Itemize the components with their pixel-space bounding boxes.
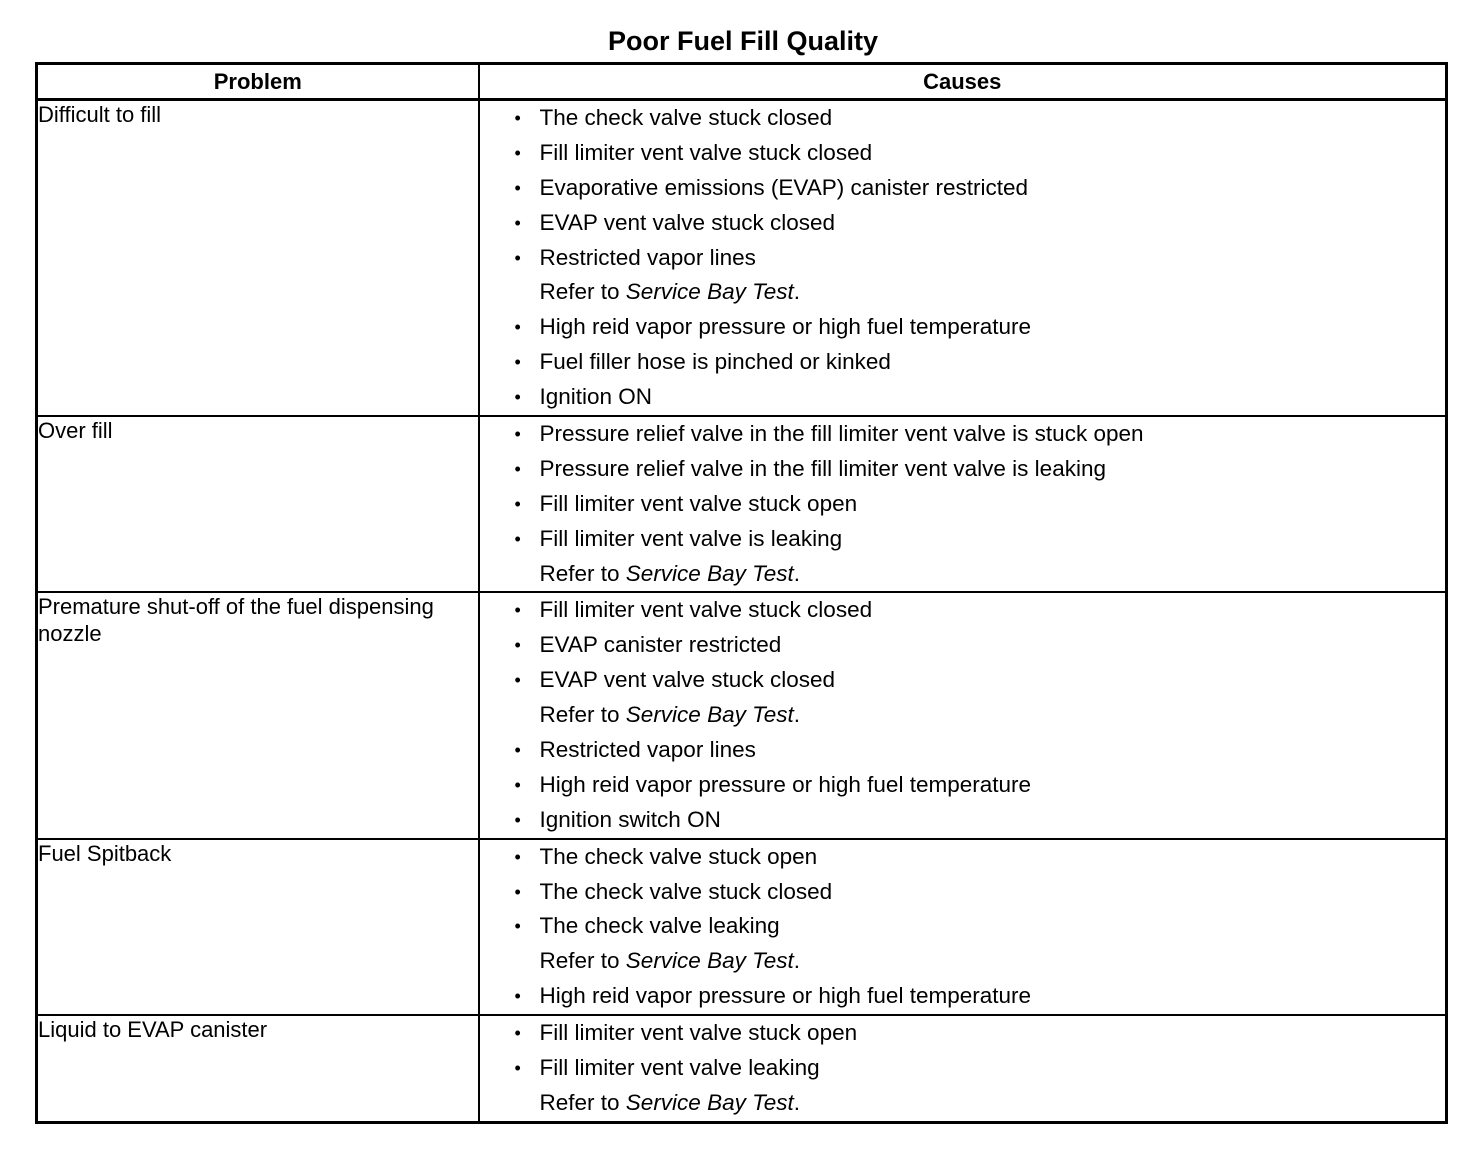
bullet-icon: • xyxy=(514,212,521,233)
problem-cell: Over fill xyxy=(37,416,479,592)
reference-prefix: Refer to xyxy=(539,560,626,586)
cause-text: Restricted vapor lines xyxy=(539,244,756,270)
cause-item xyxy=(480,417,1446,452)
causes-cell xyxy=(479,1015,1447,1122)
cause-item xyxy=(480,345,1446,380)
causes-column-header: Causes xyxy=(479,64,1447,100)
bullet-icon: • xyxy=(514,424,521,445)
reference-suffix: . xyxy=(793,279,801,305)
cause-item xyxy=(480,241,1446,276)
causes-cell xyxy=(479,839,1447,1015)
cause-item xyxy=(480,768,1446,803)
reference-prefix: Refer to xyxy=(539,1089,626,1115)
bullet-icon: • xyxy=(514,387,521,408)
bullet-icon: • xyxy=(514,635,521,656)
bullet-icon: • xyxy=(514,1023,521,1044)
cause-text: The check valve stuck closed xyxy=(539,878,833,904)
reference-note xyxy=(480,944,1446,979)
problem-cell: Liquid to EVAP canister xyxy=(37,1015,479,1122)
cause-text: High reid vapor pressure or high fuel temperature xyxy=(539,771,1032,797)
reference-prefix: Refer to xyxy=(539,279,626,305)
bullet-icon: • xyxy=(514,352,521,373)
problem-cell: Premature shut-off of the fuel dispensing nozzle xyxy=(37,592,479,838)
bullet-icon: • xyxy=(514,177,521,198)
cause-text: Fill limiter vent valve leaking xyxy=(539,1055,820,1081)
bullet-icon: • xyxy=(514,600,521,621)
cause-text: The check valve leaking xyxy=(539,913,780,939)
service-bay-test-reference: Service Bay Test xyxy=(625,560,794,586)
cause-item xyxy=(480,380,1446,415)
bullet-icon: • xyxy=(514,881,521,902)
causes-cell xyxy=(479,592,1447,838)
cause-item xyxy=(480,875,1446,910)
cause-item xyxy=(480,1016,1446,1051)
reference-prefix: Refer to xyxy=(539,702,626,728)
table-row xyxy=(37,839,1447,1015)
cause-text: Fill limiter vent valve stuck closed xyxy=(539,597,873,623)
table-row xyxy=(37,100,1447,417)
cause-text: Fill limiter vent valve stuck open xyxy=(539,1020,858,1046)
page-title: Poor Fuel Fill Quality xyxy=(607,26,879,56)
table-row xyxy=(37,592,1447,838)
bullet-icon: • xyxy=(514,493,521,514)
bullet-icon: • xyxy=(514,846,521,867)
causes-cell xyxy=(479,100,1447,417)
bullet-icon: • xyxy=(514,108,521,128)
cause-item xyxy=(480,979,1446,1014)
bullet-icon: • xyxy=(514,247,521,268)
service-bay-test-reference: Service Bay Test xyxy=(625,948,794,974)
reference-note xyxy=(480,275,1446,310)
cause-item xyxy=(480,733,1446,768)
cause-item xyxy=(480,171,1446,206)
cause-item xyxy=(480,909,1446,944)
cause-item xyxy=(480,593,1446,628)
bullet-icon: • xyxy=(514,740,521,761)
cause-text: Evaporative emissions (EVAP) canister restricted xyxy=(539,174,1029,200)
cause-item xyxy=(480,663,1446,698)
reference-suffix: . xyxy=(793,1089,801,1115)
reference-note xyxy=(480,1086,1446,1121)
cause-item xyxy=(480,487,1446,522)
cause-text: Ignition switch ON xyxy=(539,806,721,832)
reference-note xyxy=(480,698,1446,733)
cause-text: Fill limiter vent valve stuck closed xyxy=(539,139,873,165)
cause-item xyxy=(480,628,1446,663)
cause-text: Fuel filler hose is pinched or kinked xyxy=(539,349,891,375)
cause-text: EVAP vent valve stuck closed xyxy=(539,209,836,235)
cause-item xyxy=(480,206,1446,241)
reference-suffix: . xyxy=(793,948,801,974)
cause-text: EVAP vent valve stuck closed xyxy=(539,667,836,693)
cause-item xyxy=(480,136,1446,171)
table-row xyxy=(37,1015,1447,1122)
cause-item xyxy=(480,452,1446,487)
bullet-icon: • xyxy=(514,670,521,691)
cause-item xyxy=(480,1051,1446,1086)
cause-item xyxy=(480,101,1446,136)
problem-cell: Difficult to fill xyxy=(37,100,479,417)
cause-text: Ignition ON xyxy=(539,384,653,410)
cause-item xyxy=(480,310,1446,345)
problem-cell: Fuel Spitback xyxy=(37,839,479,1015)
table-row xyxy=(37,416,1447,592)
fuel-fill-table xyxy=(35,62,1448,1124)
cause-text: Restricted vapor lines xyxy=(539,737,756,763)
cause-text: EVAP canister restricted xyxy=(539,632,782,658)
bullet-icon: • xyxy=(514,1058,521,1079)
cause-text: The check valve stuck closed xyxy=(539,105,833,130)
table-body xyxy=(37,100,1447,1123)
cause-item xyxy=(480,840,1446,875)
reference-prefix: Refer to xyxy=(539,948,626,974)
service-bay-test-reference: Service Bay Test xyxy=(625,1089,794,1115)
cause-text: High reid vapor pressure or high fuel temperature xyxy=(539,314,1032,340)
bullet-icon: • xyxy=(514,317,521,338)
cause-text: The check valve stuck open xyxy=(539,843,818,869)
reference-note xyxy=(480,557,1446,592)
bullet-icon: • xyxy=(514,809,521,830)
table-header-row xyxy=(37,64,1447,100)
bullet-icon: • xyxy=(514,986,521,1007)
cause-item xyxy=(480,803,1446,838)
cause-text: High reid vapor pressure or high fuel temperature xyxy=(539,983,1032,1009)
bullet-icon: • xyxy=(514,458,521,479)
service-bay-test-reference: Service Bay Test xyxy=(625,279,794,305)
bullet-icon: • xyxy=(514,916,521,937)
cause-text: Pressure relief valve in the fill limiter vent valve is leaking xyxy=(539,455,1106,481)
service-bay-test-reference: Service Bay Test xyxy=(625,702,794,728)
cause-item xyxy=(480,522,1446,557)
bullet-icon: • xyxy=(514,142,521,163)
cause-text: Fill limiter vent valve stuck open xyxy=(539,490,858,516)
cause-text: Pressure relief valve in the fill limiter vent valve is stuck open xyxy=(539,421,1144,447)
bullet-icon: • xyxy=(514,774,521,795)
problem-column-header: Problem xyxy=(37,64,479,100)
causes-cell xyxy=(479,416,1447,592)
bullet-icon: • xyxy=(514,528,521,549)
reference-suffix: . xyxy=(793,702,801,728)
reference-suffix: . xyxy=(793,560,801,586)
cause-text: Fill limiter vent valve is leaking xyxy=(539,525,843,551)
